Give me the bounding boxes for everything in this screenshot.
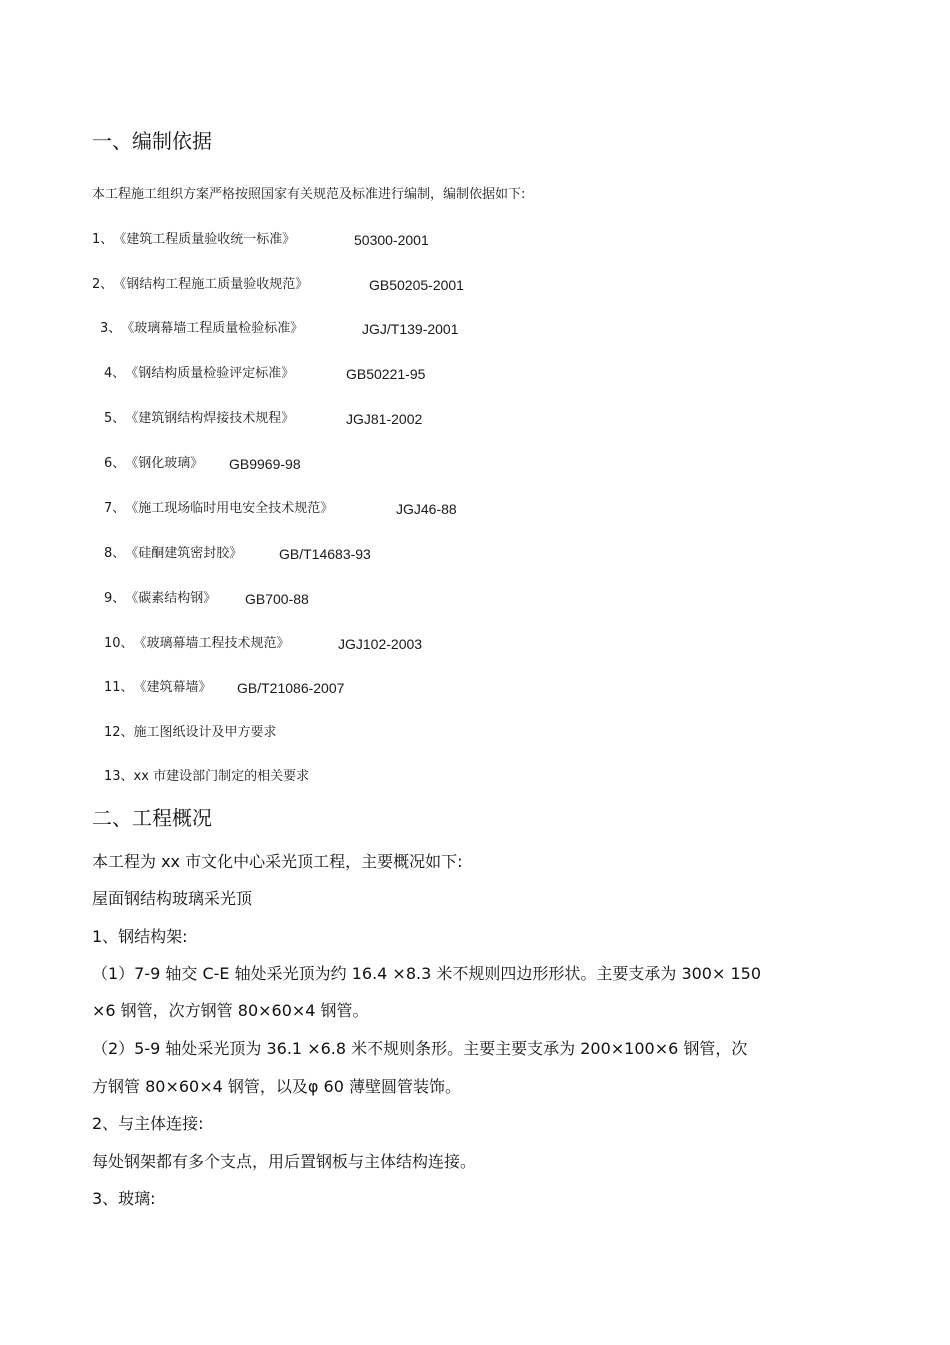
- item-number: 9、: [104, 591, 126, 606]
- item-name: 《钢结构质量检验评定标准》: [125, 366, 295, 381]
- paragraph-line: （1）7-9 轴交 C-E 轴处采光顶为约 16.4 ×8.3 米不规则四边形形状。主要支承为 300× 150: [92, 964, 762, 983]
- connection-text: 每处钢架都有多个支点，用后置钢板与主体结构连接。: [92, 1152, 477, 1171]
- item-number: 1、: [92, 232, 114, 247]
- list-item: [104, 502, 333, 515]
- section1-intro: 本工程施工组织方案严格按照国家有关规范及标准进行编制，编制依据如下:: [92, 187, 526, 202]
- item-name: 《建筑工程质量验收统一标准》: [113, 232, 296, 247]
- paragraph-line: ×6 钢管，次方钢管 80×60×4 钢管。: [92, 1001, 369, 1020]
- section2-subtitle: 屋面钢结构玻璃采光顶: [92, 889, 253, 908]
- item-code: JGJ46-88: [396, 501, 457, 517]
- list-item: [104, 412, 294, 425]
- item-name: 《建筑幕墙》: [133, 680, 212, 695]
- item-name: 施工图纸设计及甲方要求: [133, 725, 277, 740]
- item-code: GB50205-2001: [369, 277, 464, 293]
- paragraph-line: 方钢管 80×60×4 钢管，以及φ 60 薄壁圆管装饰。: [92, 1077, 461, 1096]
- section2-title: 二、工程概况: [92, 806, 212, 830]
- item-number: 3、: [100, 321, 122, 336]
- list-item: [104, 637, 290, 650]
- item-code: 50300-2001: [354, 232, 429, 248]
- item-code: JGJ/T139-2001: [362, 321, 459, 337]
- item-code: GB700-88: [245, 591, 309, 607]
- connection-heading: 2、与主体连接:: [92, 1114, 204, 1133]
- item-code: JGJ81-2002: [346, 411, 423, 427]
- list-item: [104, 367, 294, 380]
- item-name: 《建筑钢结构焊接技术规程》: [125, 411, 295, 426]
- list-item: [104, 547, 242, 560]
- item-number: 12、: [104, 725, 134, 740]
- item-number: 4、: [104, 366, 126, 381]
- item-name: 《施工现场临时用电安全技术规范》: [125, 501, 334, 516]
- item-code: GB/T21086-2007: [237, 680, 345, 696]
- item-number: 5、: [104, 411, 126, 426]
- list-item: [104, 457, 203, 470]
- item-code: GB9969-98: [229, 456, 301, 472]
- item-number: 10、: [104, 636, 134, 651]
- item-number: 6、: [104, 456, 126, 471]
- list-item: [104, 770, 309, 783]
- section2-intro: 本工程为 xx 市文化中心采光顶工程，主要概况如下:: [92, 852, 463, 871]
- list-item: [92, 233, 295, 246]
- item-number: 11、: [104, 680, 134, 695]
- item-name: 《玻璃幕墙工程技术规范》: [133, 636, 290, 651]
- list-item: [104, 681, 212, 694]
- item-code: GB50221-95: [346, 366, 426, 382]
- list-item: [92, 278, 308, 291]
- item-number: 2、: [92, 277, 114, 292]
- list-item: [104, 726, 277, 739]
- item-name: 《钢化玻璃》: [125, 456, 204, 471]
- list-item: [104, 592, 216, 605]
- item-code: GB/T14683-93: [279, 546, 371, 562]
- item-code: JGJ102-2003: [338, 636, 423, 652]
- item-name: 《玻璃幕墙工程质量检验标准》: [121, 321, 304, 336]
- item-number: 7、: [104, 501, 126, 516]
- item-number: 13、: [104, 769, 134, 784]
- paragraph-line: （2）5-9 轴处采光顶为 36.1 ×6.8 米不规则条形。主要主要支承为 200×100×6 钢管，次: [92, 1039, 748, 1058]
- item-name: xx 市建设部门制定的相关要求: [133, 769, 310, 784]
- section1-title: 一、编制依据: [92, 129, 212, 153]
- glass-heading: 3、玻璃:: [92, 1189, 156, 1208]
- item-name: 《钢结构工程施工质量验收规范》: [113, 277, 309, 292]
- steel-frame-heading: 1、钢结构架:: [92, 927, 188, 946]
- list-item: [100, 322, 303, 335]
- item-name: 《硅酮建筑密封胶》: [125, 546, 243, 561]
- item-number: 8、: [104, 546, 126, 561]
- item-name: 《碳素结构钢》: [125, 591, 217, 606]
